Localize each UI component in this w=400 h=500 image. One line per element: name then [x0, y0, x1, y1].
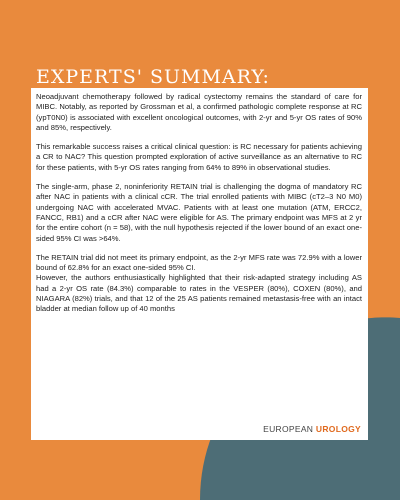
summary-paragraph: This remarkable success raises a critical clinical question: is RC necessary for patients achieving a CR to NAC? This question prompted exploration of active surveillance as an alternative to RC for these patients, with 5-yr OS rates ranging from 64% to 89% in observational studies.: [36, 142, 362, 172]
brand-logo: [263, 424, 361, 434]
brand-word-urology: UROLOGY: [315, 424, 361, 434]
summary-paragraph: Neoadjuvant chemotherapy followed by radical cystectomy remains the standard of care for MIBC. Notably, as reported by Grossman et al, a confirmed pathologic complete response at RC (ypT0N0) is associated with excellent oncological outcomes, with 2-yr and 5-yr OS rates of 90% and 85%, respectively.: [36, 92, 362, 132]
summary-card: [31, 88, 368, 440]
summary-paragraph: However, the authors enthusiastically highlighted that their risk-adapted strategy including AS had a 2-yr OS rate (84.3%) comparable to rates in the VESPER (80%), COXEN (80%), and NIAGARA (82%) trials, and that 12 of the 25 AS patients remained metastasis-free with an intact bladder at median follow up of 40 months: [36, 273, 362, 314]
summary-paragraph: The RETAIN trial did not meet its primary endpoint, as the 2-yr MFS rate was 72.9% with a lower bound of 62.8% for an exact one-sided 95% CI.: [36, 252, 362, 273]
brand-word-european: EUROPEAN: [263, 424, 314, 434]
page-title: EXPERTS' SUMMARY:: [36, 66, 270, 88]
summary-paragraph: The single-arm, phase 2, noninferiority RETAIN trial is challenging the dogma of mandatory RC after NAC in patients with a clinical cCR. The trial enrolled patients with MIBC (cT2–3 N0 M0) undergoing NAC with accelerated MVAC. Patients with at least one mutation (ATM, ERCC2, FANCC, RB1) and a cCR after NAC were eligible for AS. The primary endpoint was MFS at 2 yr for the entire cohort (n = 58), with the null hypothesis rejected if the lower bound of an exact one-sided 95% CI was >64%.: [36, 182, 362, 243]
